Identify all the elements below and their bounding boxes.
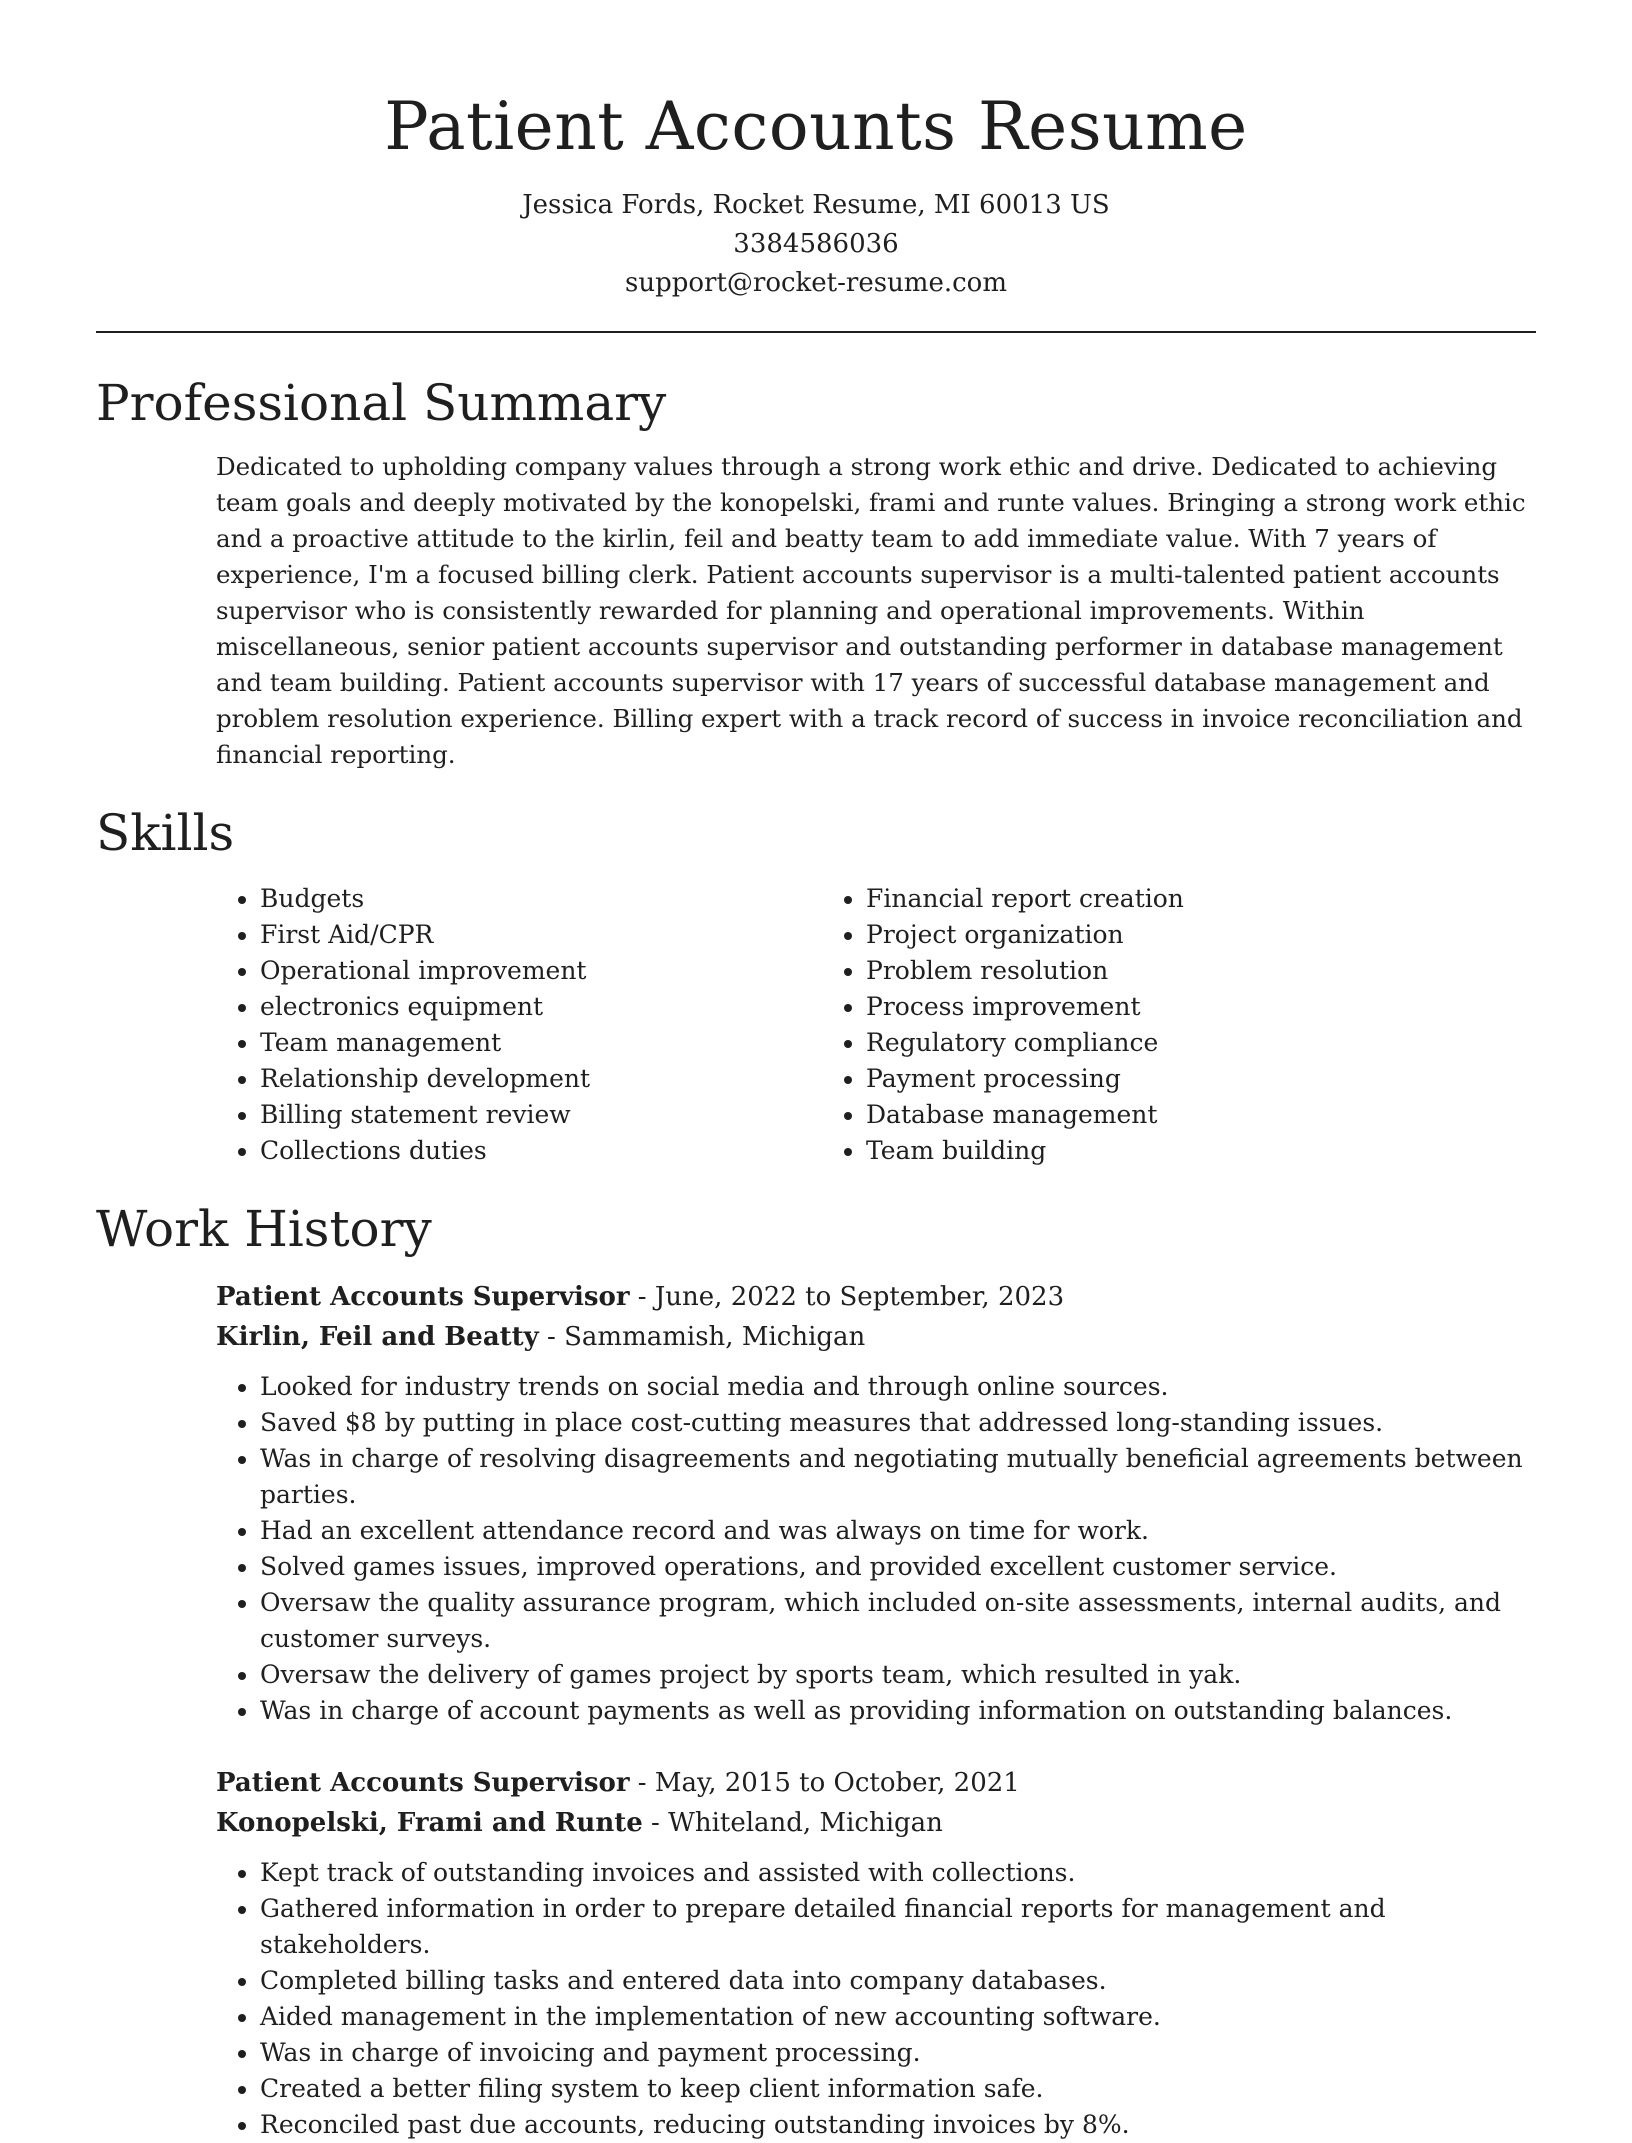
skill-item: • electronics equipment: [260, 989, 822, 1025]
duty-item: • Completed billing tasks and entered data into company databases.: [260, 1963, 1536, 1999]
duty-item: • Solved games issues, improved operations, and provided excellent customer service.: [260, 1549, 1536, 1585]
job-company: Kirlin, Feil and Beatty: [216, 1322, 539, 1352]
duty-item: • Created a better filing system to keep client information safe.: [260, 2071, 1536, 2107]
duty-item: • Gathered information in order to prepare detailed financial reports for management and stakeholders.: [260, 1891, 1536, 1963]
job-title-line: [216, 1763, 1536, 1803]
contact-address: Jessica Fords, Rocket Resume, MI 60013 US: [522, 190, 1110, 220]
job-title: Patient Accounts Supervisor: [216, 1768, 630, 1798]
duty-item: • Was in charge of account payments as well as providing information on outstanding balances.: [260, 1693, 1536, 1729]
job-dates: - June, 2022 to September, 2023: [629, 1282, 1065, 1312]
skills-column-1: [216, 881, 822, 1169]
resume-title: Patient Accounts Resume: [384, 88, 1248, 165]
job-duties: [216, 1369, 1536, 1729]
contact-email: support@rocket-resume.com: [624, 268, 1007, 298]
duty-item: • Saved $8 by putting in place cost-cutting measures that addressed long-standing issues.: [260, 1405, 1536, 1441]
skills-heading: Skills: [96, 804, 235, 862]
duty-item: • Looked for industry trends on social media and through online sources.: [260, 1369, 1536, 1405]
job-title: Patient Accounts Supervisor: [216, 1282, 630, 1312]
work-history-heading: Work History: [96, 1200, 432, 1258]
contact-phone: 3384586036: [733, 229, 899, 259]
skills-list: [216, 881, 1536, 1169]
resume-page: [96, 0, 1536, 2143]
skill-item: • Database management: [866, 1097, 1184, 1133]
job-title-line: [216, 1277, 1536, 1317]
header-divider: [96, 331, 1536, 333]
skill-item: • Team management: [260, 1025, 822, 1061]
skill-item: • Problem resolution: [866, 953, 1184, 989]
duty-item: • Oversaw the quality assurance program, which included on-site assessments, internal audits, and customer surveys.: [260, 1585, 1536, 1657]
contact-block: [96, 186, 1536, 303]
skill-item: • First Aid/CPR: [260, 917, 822, 953]
skill-item: • Regulatory compliance: [866, 1025, 1184, 1061]
skill-item: • Team building: [866, 1133, 1184, 1169]
skill-item: • Project organization: [866, 917, 1184, 953]
duty-item: • Kept track of outstanding invoices and assisted with collections.: [260, 1855, 1536, 1891]
job-dates: - May, 2015 to October, 2021: [629, 1768, 1020, 1798]
duty-item: • Was in charge of resolving disagreements and negotiating mutually beneficial agreements between parties.: [260, 1441, 1536, 1513]
skill-item: • Process improvement: [866, 989, 1184, 1025]
job-company-line: [216, 1803, 1536, 1843]
skill-item: • Financial report creation: [866, 881, 1184, 917]
job-location: - Sammamish, Michigan: [538, 1322, 866, 1352]
summary-heading: Professional Summary: [96, 374, 667, 432]
duty-item: • Was in charge of invoicing and payment processing.: [260, 2035, 1536, 2071]
skill-item: • Budgets: [260, 881, 822, 917]
skill-item: • Billing statement review: [260, 1097, 822, 1133]
summary-text: Dedicated to upholding company values through a strong work ethic and drive. Dedicated to achieving team goals and deeply motivated by the konopelski, frami and runte values. Bringing a strong work ethic and a proactive attitude to the kirlin, feil and beatty team to add immediate value. With 7 years of experience, I'm a focused billing clerk. Patient accounts supervisor is a multi-talented patient accounts supervisor who is consistently rewarded for planning and operational improvements. Within miscellaneous, senior patient accounts supervisor and outstanding performer in database management and team building. Patient accounts supervisor with 17 years of successful database management and problem resolution experience. Billing expert with a track record of success in invoice reconciliation and financial reporting.: [216, 452, 1526, 769]
job-location: - Whiteland, Michigan: [642, 1808, 943, 1838]
skill-item: • Relationship development: [260, 1061, 822, 1097]
job-duties: [216, 1855, 1536, 2143]
duty-item: • Aided management in the implementation of new accounting software.: [260, 1999, 1536, 2035]
skill-item: • Collections duties: [260, 1133, 822, 1169]
job-entry: [216, 1763, 1536, 2143]
skill-item: • Operational improvement: [260, 953, 822, 989]
duty-item: • Reconciled past due accounts, reducing outstanding invoices by 8%.: [260, 2107, 1536, 2143]
duty-item: • Had an excellent attendance record and was always on time for work.: [260, 1513, 1536, 1549]
skill-item: • Payment processing: [866, 1061, 1184, 1097]
job-company-line: [216, 1317, 1536, 1357]
job-company: Konopelski, Frami and Runte: [216, 1808, 643, 1838]
skills-column-2: [822, 881, 1184, 1169]
duty-item: • Oversaw the delivery of games project by sports team, which resulted in yak.: [260, 1657, 1536, 1693]
job-entry: [216, 1277, 1536, 1729]
